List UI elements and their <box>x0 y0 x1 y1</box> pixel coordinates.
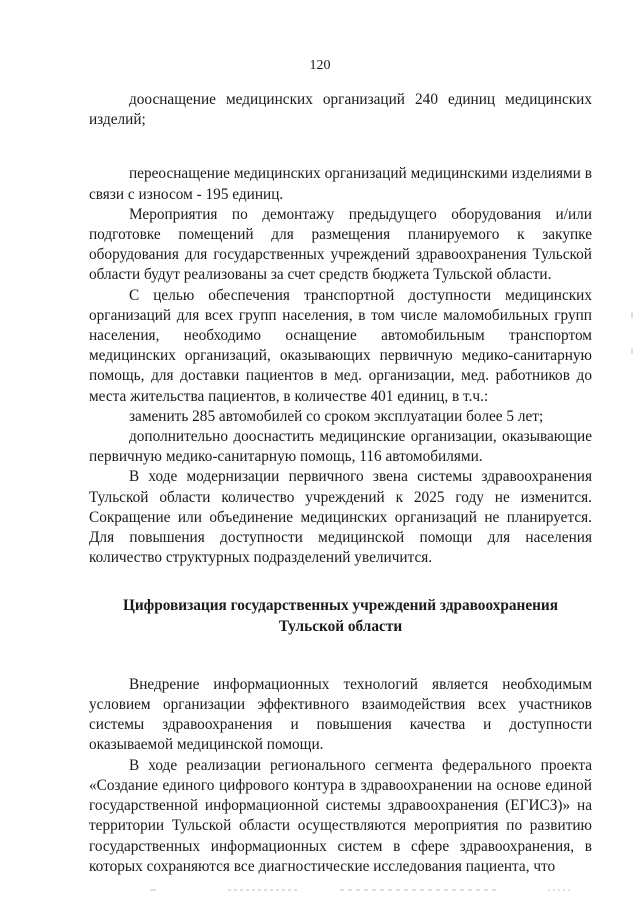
paragraph: переоснащение медицинских организаций медицинскими изделиями в связи с износом - 195 единиц. <box>89 165 592 203</box>
paragraph: В ходе реализации регионального сегмента федерального проекта «Создание единого цифрового контура в здравоохранении на основе единой государственной информационной системы здравоохранения (ЕГИСЗ)» на территории Тульской области осуществляются мероприятия по развитию государственных информационных систем в сфере здравоохранения, в которых сохраняются все диагностические исследования пациента, что <box>89 756 592 875</box>
paragraph: Мероприятия по демонтажу предыдущего оборудования и/или подготовке помещений для размещения планируемого к закупке оборудования для государственных учреждений здравоохранения Тульской области будут реализованы за счет средств бюджета Тульской области. <box>89 205 592 284</box>
document-body <box>89 90 592 877</box>
paragraph: С целью обеспечения транспортной доступности медицинских организаций для всех групп населения, в том числе маломобильных групп населения, необходимо оснащение автомобильным транспортом медицинских организаций, оказывающих первичную медико-санитарную помощь, для доставки пациентов в мед. организации, мед. работников до места жительства пациентов, в количестве 401 единиц, в т.ч.: <box>89 286 592 405</box>
paragraph: Внедрение информационных технологий является необходимым условием организации эффективного взаимодействия всех участников системы здравоохранения и повышения качества и доступности оказываемой медицинской помощи. <box>89 675 592 754</box>
section-heading-line1: Цифровизация государственных учреждений здравоохранения <box>122 597 559 615</box>
section-heading <box>89 596 592 636</box>
page-number: 120 <box>309 58 331 73</box>
paragraph: заменить 285 автомобилей со сроком эксплуатации более 5 лет; <box>129 407 544 425</box>
paragraph: дополнительно дооснастить медицинские организации, оказывающие первичную медико-санитарную помощь, 116 автомобилями. <box>89 428 592 466</box>
paragraph: В ходе модернизации первичного звена системы здравоохранения Тульской области количество учреждений к 2025 году не изменится. Сокращение или объединение медицинских организаций не планируется. Для повышения доступности медицинской помощи для населения количество структурных подразделений увеличится. <box>89 468 592 567</box>
paragraph: дооснащение медицинских организаций 240 единиц медицинских изделий; <box>89 91 592 129</box>
section-heading-line2: Тульской области <box>278 617 403 635</box>
